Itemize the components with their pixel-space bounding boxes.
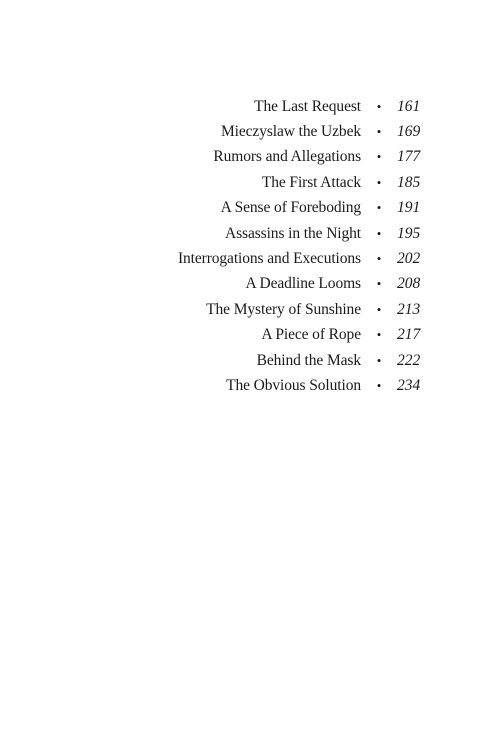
toc-entry-title: The First Attack — [261, 173, 361, 191]
toc-entry-title: Rumors and Allegations — [213, 148, 361, 166]
toc-entry[interactable] — [0, 348, 500, 373]
toc-bullet: • — [376, 327, 382, 343]
toc-entry-page: 213 — [397, 300, 421, 318]
toc-entry[interactable] — [0, 170, 500, 195]
toc-entry-page: 217 — [397, 326, 421, 344]
toc-entry-title: The Last Request — [254, 97, 361, 115]
toc-entry[interactable] — [0, 246, 500, 271]
toc-bullet: • — [376, 251, 382, 267]
toc-entry-title: Mieczyslaw the Uzbek — [220, 123, 361, 141]
toc-bullet: • — [376, 225, 382, 241]
toc-entry-page: 161 — [397, 97, 421, 115]
toc-entry-title: The Obvious Solution — [226, 376, 361, 394]
toc-entry-page: 208 — [397, 275, 421, 293]
toc-bullet: • — [376, 149, 382, 165]
toc-bullet: • — [376, 98, 382, 114]
toc-bullet: • — [376, 301, 382, 317]
toc-bullet: • — [376, 276, 382, 292]
toc-entry-title: Behind the Mask — [256, 351, 361, 369]
toc-entry-page: 191 — [397, 199, 421, 217]
toc-entry[interactable] — [0, 297, 500, 322]
table-of-contents — [0, 94, 500, 399]
toc-entry-page: 177 — [397, 148, 421, 166]
toc-entry-page: 222 — [397, 351, 421, 369]
toc-entry[interactable] — [0, 94, 500, 119]
toc-entry[interactable] — [0, 323, 500, 348]
toc-entry-title: A Piece of Rope — [261, 326, 361, 344]
toc-entry[interactable] — [0, 221, 500, 246]
toc-entry-page: 195 — [397, 224, 421, 242]
toc-entry-title: The Mystery of Sunshine — [206, 300, 361, 318]
toc-entry[interactable] — [0, 196, 500, 221]
toc-entry[interactable] — [0, 145, 500, 170]
toc-entry-page: 169 — [397, 123, 421, 141]
toc-bullet: • — [376, 200, 382, 216]
toc-entry-title: Assassins in the Night — [224, 224, 361, 242]
toc-bullet: • — [376, 352, 382, 368]
toc-entry[interactable] — [0, 272, 500, 297]
toc-entry-title: A Deadline Looms — [245, 275, 361, 293]
toc-bullet: • — [376, 174, 382, 190]
toc-entry-page: 202 — [397, 250, 421, 268]
toc-entry[interactable] — [0, 119, 500, 144]
toc-bullet: • — [376, 377, 382, 393]
toc-entry-title: Interrogations and Executions — [177, 250, 361, 268]
toc-bullet: • — [376, 124, 382, 140]
toc-entry-page: 234 — [397, 376, 421, 394]
toc-entry-page: 185 — [397, 173, 421, 191]
toc-entry-title: A Sense of Foreboding — [220, 199, 361, 217]
toc-entry[interactable] — [0, 373, 500, 398]
